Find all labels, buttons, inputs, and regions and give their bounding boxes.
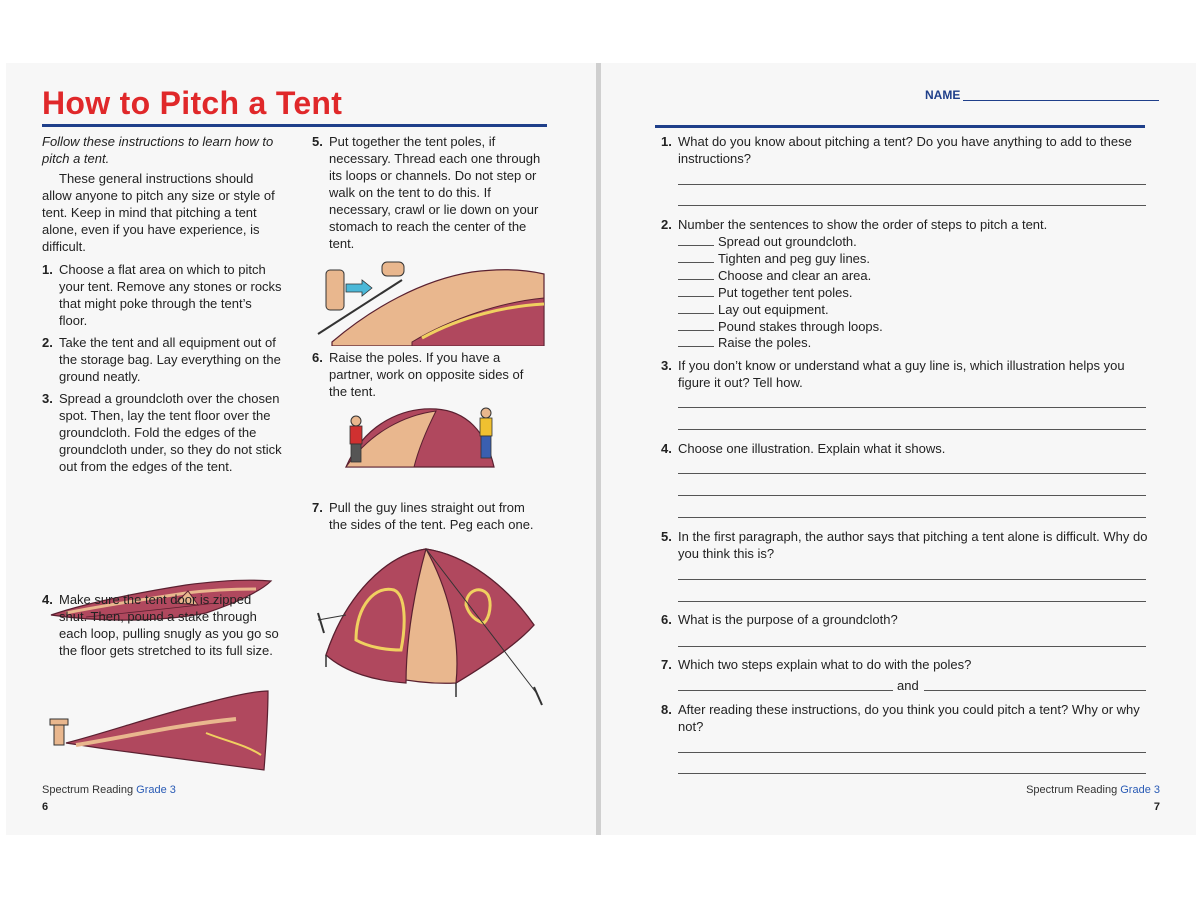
and-word: and <box>897 678 919 693</box>
order-item <box>678 334 811 351</box>
answer-line[interactable] <box>678 184 1146 185</box>
page-number: 6 <box>42 801 49 813</box>
step-number: 5. <box>312 134 323 149</box>
order-blank[interactable] <box>678 301 714 314</box>
question-text: After reading these instructions, do you think you could pitch a tent? Why or why not? <box>678 702 1140 734</box>
step-text: Make sure the tent door is zipped shut. Then, pound a stake through each loop, pulling snugly as you go so the floor gets stretched to its full size. <box>59 592 279 658</box>
tent-stake-icon <box>46 685 276 775</box>
step-text: Take the tent and all equipment out of the storage bag. Lay everything on the ground neatly. <box>59 335 281 384</box>
question-4 <box>661 440 1151 457</box>
step-number: 6. <box>312 350 323 365</box>
answer-line[interactable] <box>678 773 1146 774</box>
step-text: Choose a flat area on which to pitch your tent. Remove any stones or rocks that might poke through the tent’s floor. <box>59 262 282 328</box>
step-text: Raise the poles. If you have a partner, work on opposite sides of the tent. <box>329 350 524 399</box>
step-5 <box>312 133 544 252</box>
question-text: What do you know about pitching a tent? Do you have anything to add to these instructions? <box>678 134 1132 166</box>
step-1 <box>42 261 282 329</box>
footer-grade: Grade 3 <box>1120 784 1160 796</box>
order-blank[interactable] <box>678 250 714 263</box>
order-blank[interactable] <box>678 284 714 297</box>
name-line[interactable] <box>963 100 1159 101</box>
question-number: 4. <box>661 441 672 456</box>
question-1 <box>661 133 1151 167</box>
question-text: Which two steps explain what to do with the poles? <box>678 657 972 672</box>
question-number: 8. <box>661 702 672 717</box>
answer-line[interactable] <box>678 752 1146 753</box>
answer-line[interactable] <box>678 407 1146 408</box>
order-item <box>678 301 829 318</box>
order-item <box>678 318 883 335</box>
order-item <box>678 284 852 301</box>
step-4 <box>42 591 282 659</box>
footer-series: Spectrum Reading <box>42 784 134 796</box>
question-2 <box>661 216 1151 233</box>
step-number: 4. <box>42 592 53 607</box>
order-text: Tighten and peg guy lines. <box>718 251 871 266</box>
step-text: Pull the guy lines straight out from the sides of the tent. Peg each one. <box>329 500 534 532</box>
order-item <box>678 267 871 284</box>
step-text: Put together the tent poles, if necessary. Thread each one through its loops or channels. Do not step or walk on the tent to do this. If necessary, crawl or lie down on your stomach to reach the center of the tent. <box>329 134 541 251</box>
step-number: 7. <box>312 500 323 515</box>
pitched-tent-guy-lines-icon <box>306 545 546 715</box>
question-text: What is the purpose of a groundcloth? <box>678 612 898 627</box>
right-page <box>600 63 1196 835</box>
order-blank[interactable] <box>678 334 714 347</box>
order-text: Lay out equipment. <box>718 302 829 317</box>
left-page <box>6 63 597 835</box>
order-text: Choose and clear an area. <box>718 268 872 283</box>
order-text: Spread out groundcloth. <box>718 234 857 249</box>
question-number: 1. <box>661 134 672 149</box>
answer-line[interactable] <box>678 579 1146 580</box>
question-text: Choose one illustration. Explain what it shows. <box>678 441 946 456</box>
answer-line[interactable] <box>678 205 1146 206</box>
step-number: 3. <box>42 391 53 406</box>
footer <box>42 784 176 796</box>
answer-line[interactable] <box>678 517 1146 518</box>
answer-line[interactable] <box>678 601 1146 602</box>
footer <box>1026 784 1160 796</box>
question-3 <box>661 357 1151 391</box>
question-number: 6. <box>661 612 672 627</box>
title-rule <box>42 124 547 127</box>
order-text: Raise the poles. <box>718 335 812 350</box>
answer-line[interactable] <box>678 646 1146 647</box>
question-number: 7. <box>661 657 672 672</box>
order-blank[interactable] <box>678 318 714 331</box>
order-blank[interactable] <box>678 267 714 280</box>
step-7 <box>312 499 544 533</box>
answer-line[interactable] <box>678 473 1146 474</box>
step-number: 1. <box>42 262 53 277</box>
question-8 <box>661 701 1151 735</box>
order-text: Pound stakes through loops. <box>718 319 883 334</box>
order-blank[interactable] <box>678 233 714 246</box>
name-label: NAME <box>925 88 961 102</box>
question-number: 3. <box>661 358 672 373</box>
footer-series: Spectrum Reading <box>1026 784 1118 796</box>
header-rule <box>655 125 1145 128</box>
question-number: 5. <box>661 529 672 544</box>
page-number: 7 <box>1153 801 1160 813</box>
question-7 <box>661 656 1151 673</box>
answer-line-second[interactable] <box>924 690 1146 691</box>
question-text: Number the sentences to show the order of steps to pitch a tent. <box>678 217 1048 232</box>
order-item <box>678 233 857 250</box>
question-number: 2. <box>661 217 672 232</box>
question-text: If you don’t know or understand what a guy line is, which illustration helps you figure it out? Tell how. <box>678 358 1125 390</box>
question-6 <box>661 611 1151 628</box>
step-6 <box>312 349 544 400</box>
intro-paragraph: These general instructions should allow anyone to pitch any size or style of tent. Keep in mind that pitching a tent alone, even if you have experience, is difficult. <box>42 171 275 254</box>
order-item <box>678 250 870 267</box>
question-5 <box>661 528 1151 562</box>
answer-line[interactable] <box>678 495 1146 496</box>
people-raising-tent-icon <box>336 401 506 473</box>
step-number: 2. <box>42 335 53 350</box>
step-text: Spread a groundcloth over the chosen spot. Then, lay the tent floor over the groundcloth. Fold the edges of the groundcloth under, so they do not stick out from the edges of the tent. <box>59 391 282 474</box>
step-3 <box>42 390 282 475</box>
footer-grade: Grade 3 <box>136 784 176 796</box>
tent-pole-threading-icon <box>312 258 547 346</box>
answer-line[interactable] <box>678 429 1146 430</box>
answer-line-first[interactable] <box>678 690 893 691</box>
question-text: In the first paragraph, the author says that pitching a tent alone is difficult. Why do you think this is? <box>678 529 1148 561</box>
order-text: Put together tent poles. <box>718 285 853 300</box>
step-2 <box>42 334 282 385</box>
intro-italic: Follow these instructions to learn how to pitch a tent. <box>42 134 274 166</box>
page-title: How to Pitch a Tent <box>42 85 343 121</box>
